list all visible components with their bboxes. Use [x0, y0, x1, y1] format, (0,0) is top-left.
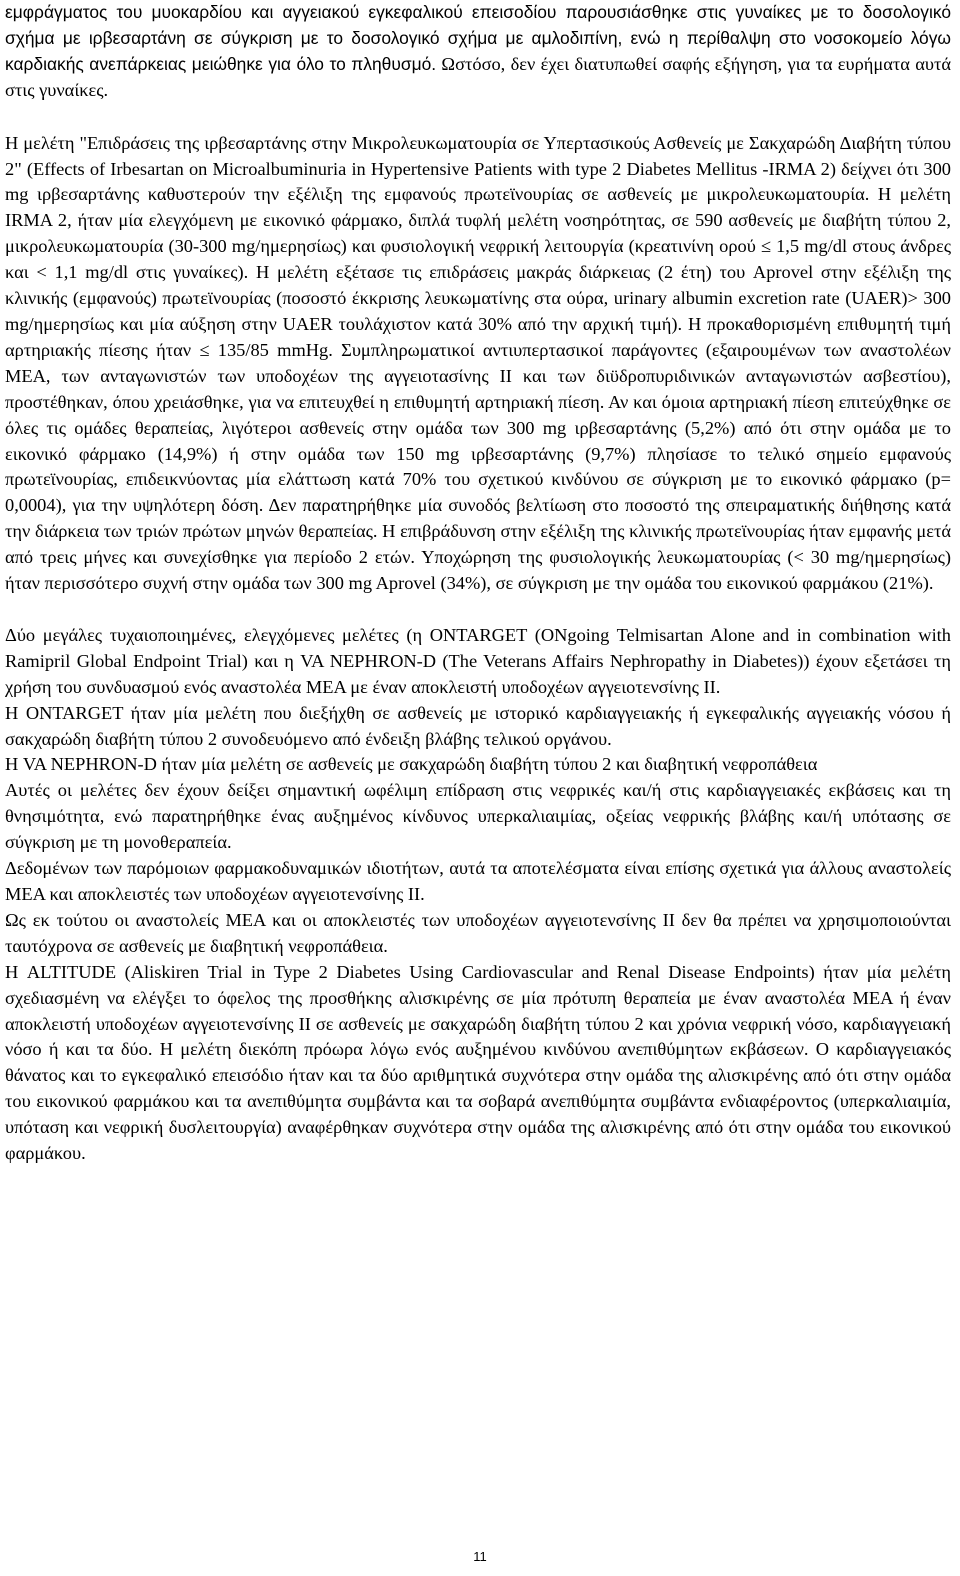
va-nephron-paragraph: Η VA NEPHRON-D ήταν μία μελέτη σε ασθενείς με σακχαρώδη διαβήτη τύπου 2 και διαβητική νεφροπάθεια [5, 754, 818, 775]
intro-paragraph [5, 0, 951, 104]
irma2-paragraph: Η μελέτη "Επιδράσεις της ιρβεσαρτάνης στην Μικρολευκωματουρία σε Υπερτασικούς Ασθενείς με Σακχαρώδη Διαβήτη τύπου 2" (Effects of Irbesartan on Microalbuminuria in Hypertensive Patients with type 2 Diabetes Mellitus -IRMA 2) δείχνει ότι 300 mg ιρβεσαρτάνης καθυστερούν την εξέλιξη της εμφανούς πρωτεϊνουρίας σε ασθενείς με μικρολευκωματουρία. Η μελέτη IRMA 2, ήταν μία ελεγχόμενη με εικονικό φάρμακο, διπλά τυφλή μελέτη νοσηρότητας, σε 590 ασθενείς με διαβήτη τύπου 2, μικρολευκωματουρία (30-300 mg/ημερησίως) και φυσιολογική νεφρική λειτουργία (κρεατινίνη ορού ≤ 1,5 mg/dl στους άνδρες και < 1,1 mg/dl στις γυναίκες). Η μελέτη εξέτασε τις επιδράσεις μακράς διάρκειας (2 έτη) του Aprovel στην εξέλιξη της κλινικής (εμφανούς) πρωτεϊνουρίας (ποσοστό έκκρισης λευκωματίνης στα ούρα, urinary albumin excretion rate (UAER)> 300 mg/ημερησίως και μία αύξηση στην UAER τουλάχιστον κατά 30% από την αρχική τιμή). Η προκαθορισμένη επιθυμητή τιμή αρτηριακής πίεσης ήταν ≤ 135/85 mmHg. Συμπληρωματικοί αντιυπερτασικοί παράγοντες (εξαιρουμένων των αναστολέων ΜΕΑ, των ανταγωνιστών των υποδοχέων της αγγειοτασίνης ΙΙ και των διϋδροπυριδινικών ανταγωνιστών ασβεστίου), προστέθηκαν, όπου χρειάσθηκε, για να επιτευχθεί η επιθυμητή αρτηριακή πίεση. Αν και όμοια αρτηριακή πίεση επιτεύχθηκε σε όλες τις ομάδες θεραπείας, λιγότεροι ασθενείς στην ομάδα των 300 mg ιρβεσαρτάνης (5,2%) από ότι στην ομάδα με το εικονικό φάρμακο (14,9%) ή στην ομάδα των 150 mg ιρβεσαρτάνης (9,7%) πλησίασε το τελικό σημείο εμφανούς πρωτεϊνουρίας, επιδεικνύοντας μία ελάττωση κατά 70% του σχετικού κινδύνου σε σύγκριση με το εικονικό φάρμακο (p= 0,0004), για την υψηλότερη δόση. Δεν παρατηρήθηκε μία συνοδός βελτίωση στο ποσοστό της σπειραματικής διήθησης κατά την διάρκεια των τριών πρώτων μηνών θεραπείας. Η επιβράδυνση στην εξέλιξη της κλινικής πρωτεϊνουρίας ήταν εμφανής μετά από τρεις μήνες και συνεχίσθηκε για περίοδο 2 ετών. Υποχώρηση της φυσιολογικής λευκωματουρίας (< 30 mg/ημερησίως) ήταν περισσότερο συχνή στην ομάδα των 300 mg Aprovel (34%), σε σύγκριση με την ομάδα του εικονικού φαρμάκου (21%). [5, 132, 951, 594]
intro-sans-text: εμφράγματος του μυοκαρδίου και αγγειακού εγκεφαλικού επεισοδίου παρουσιάσθηκε στις γυναίκες με το δοσολογικό σχήμα με ιρβεσαρτάνη σε σύγκριση με το δοσολογικό σχήμα με αμλοδιπίνη, ενώ η περίθαλψη στο νοσοκομείο λόγω καρδιακής ανεπάρκειας μειώθηκε για όλο το πληθυσμό. [5, 2, 951, 74]
contraindication-paragraph: Ως εκ τούτου οι αναστολείς ΜΕΑ και οι αποκλειστές των υποδοχέων αγγειοτενσίνης ΙΙ δεν θα πρέπει να χρησιμοποιούνται ταυτόχρονα σε ασθενείς με διαβητική νεφροπάθεια. [5, 909, 951, 956]
ontarget-nephron-intro-paragraph: Δύο μεγάλες τυχαιοποιημένες, ελεγχόμενες μελέτες (η ONTARGET (ONgoing Telmisartan Alone and in combination with Ramipril Global Endpoint Trial) και η VA NEPHRON-D (The Veterans Affairs Nephropathy in Diabetes)) έχουν εξετάσει τη χρήση του συνδυασμού ενός αναστολέα ΜΕΑ με έναν αποκλειστή υποδοχέων αγγειοτενσίνης ΙΙ. [5, 624, 951, 697]
ontarget-paragraph: Η ONTARGET ήταν μία μελέτη που διεξήχθη σε ασθενείς με ιστορικό καρδιαγγειακής ή εγκεφαλικής αγγειακής νόσου ή σακχαρώδη διαβήτη τύπου 2 συνοδευόμενο από ένδειξη βλάβης τελικού οργάνου. [5, 702, 951, 749]
page-number: 11 [473, 1549, 487, 1564]
altitude-paragraph: Η ALTITUDE (Aliskiren Trial in Type 2 Diabetes Using Cardiovascular and Renal Disease Endpoints) ήταν μία μελέτη σχεδιασμένη να ελέγξει το όφελος της προσθήκης αλισκιρένης σε μία πρότυπη θεραπεία με έναν αναστολέα ΜΕΑ ή έναν αποκλειστή υποδοχέων αγγειοτενσίνης ΙΙ σε ασθενείς με σακχαρώδη διαβήτη τύπου 2 και χρόνια νεφρική νόσο, καρδιαγγειακή νόσο ή και τα δύο. Η μελέτη διεκόπη πρόωρα λόγω ενός αυξημένου κινδύνου ανεπιθύμητων εκβάσεων. Ο καρδιαγγειακός θάνατος και το εγκεφαλικό επεισόδιο ήταν και τα δύο αριθμητικά συχνότερα στην ομάδα της αλισκιρένης από ότι στην ομάδα του εικονικού φαρμάκου και τα ανεπιθύμητα συμβάντα και τα σοβαρά ανεπιθύμητα συμβάντα ενδιαφέροντος (υπερκαλιαιμία, υπόταση και νεφρική δυσλειτουργία) αναφέρθηκαν συχνότερα στην ομάδα της αλισκιρένης από ότι στην ομάδα του εικονικού φαρμάκου. [5, 961, 951, 1164]
document-page [5, 0, 951, 1167]
outcomes-paragraph: Αυτές οι μελέτες δεν έχουν δείξει σημαντική ωφέλιμη επίδραση στις νεφρικές και/ή στις καρδιαγγειακές εκβάσεις και τη θνησιμότητα, ενώ παρατηρήθηκε ένας αυξημένος κίνδυνος υπερκαλιαιμίας, οξείας νεφρικής βλάβης και/ή υπότασης σε σύγκριση με τη μονοθεραπεία. [5, 780, 951, 853]
pharmacodynamics-paragraph: Δεδομένων των παρόμοιων φαρμακοδυναμικών ιδιοτήτων, αυτά τα αποτελέσματα είναι επίσης σχετικά για άλλους αναστολείς ΜΕΑ και αποκλειστές των υποδοχέων αγγειοτενσίνης ΙΙ. [5, 858, 951, 904]
paragraph-gap [5, 597, 951, 623]
intro-serif-text: Ωστόσο, δεν έχει διατυπωθεί σαφής εξήγηση, για τα ευρήματα αυτά στις γυναίκες. [5, 53, 951, 100]
paragraph-gap [5, 104, 951, 131]
